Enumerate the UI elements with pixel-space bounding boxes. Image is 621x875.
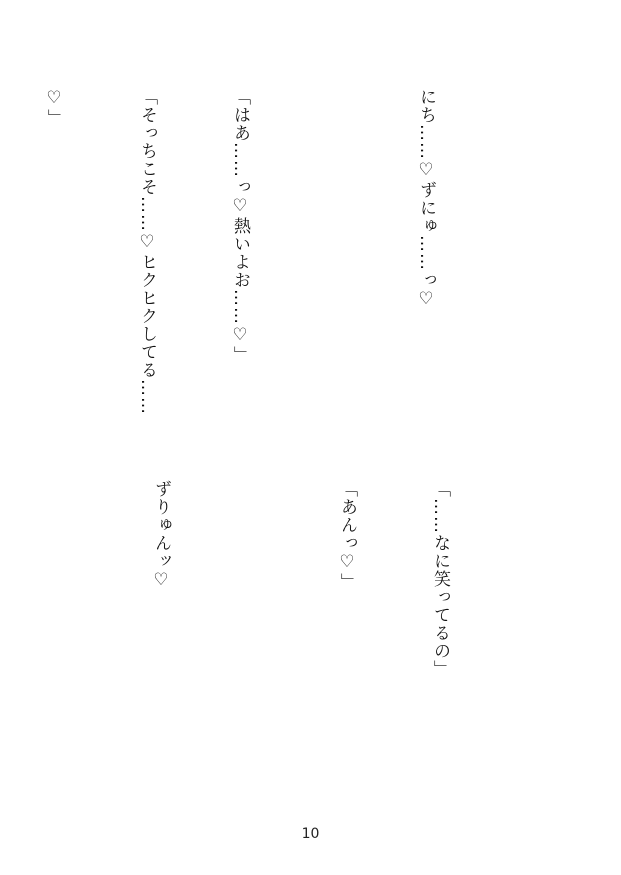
text-line: 「……なに笑ってるの」 <box>430 480 450 678</box>
text-line: にち……♡ずにゅ……っ♡ <box>416 88 436 310</box>
page-number: 10 <box>301 826 320 842</box>
text-line: 「あんっ♡」 <box>337 480 357 591</box>
text-block-bottom <box>0 480 517 840</box>
text-line: 「そっちこそ……♡ヒクヒクしてる…… <box>137 88 157 415</box>
text-block-top <box>0 88 503 448</box>
text-line-blank <box>317 88 348 448</box>
text-line-blank <box>52 480 83 840</box>
text-line-blank <box>238 480 269 840</box>
text-line: ♡」 <box>44 88 64 127</box>
text-line: ずりゅんッ♡ <box>151 480 171 591</box>
text-line: 「はあ……っ♡熱いよお……♡」 <box>230 88 250 364</box>
